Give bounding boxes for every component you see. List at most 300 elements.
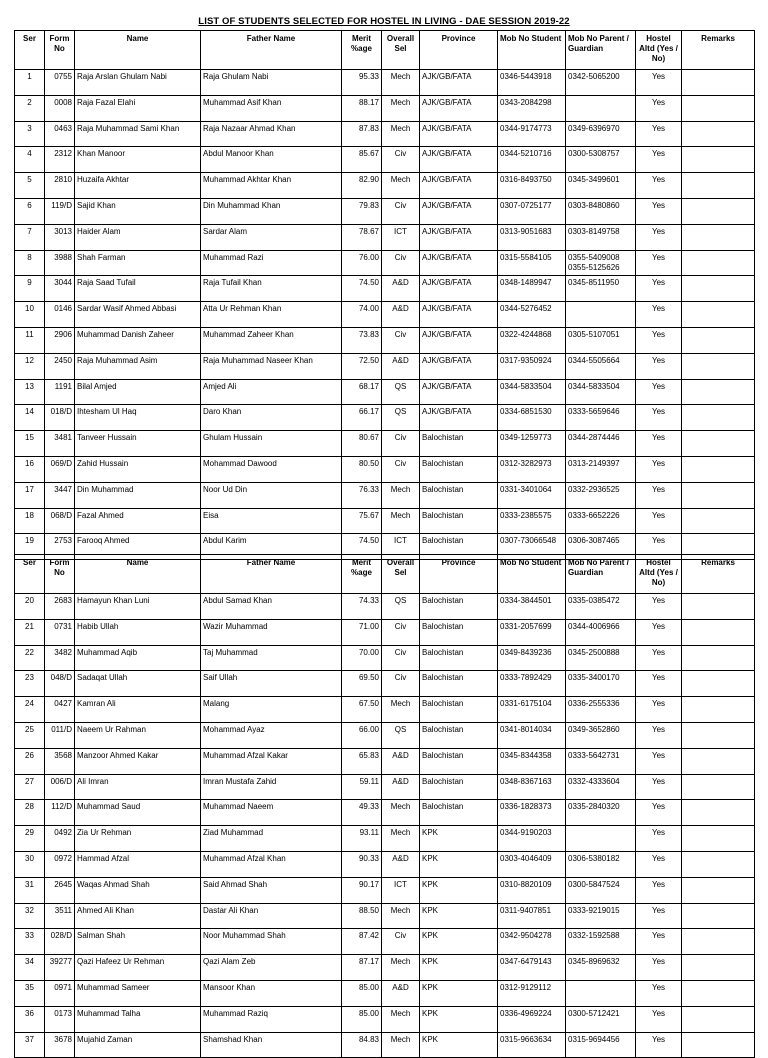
cell-name: Muhammad Danish Zaheer <box>75 327 201 353</box>
table-row <box>15 929 755 955</box>
cell-form-no: 2645 <box>45 877 75 903</box>
cell-remarks <box>682 1032 755 1058</box>
cell-province: KPK <box>420 826 498 852</box>
cell-name: Huzaifa Akhtar <box>75 173 201 199</box>
cell-remarks <box>682 645 755 671</box>
cell-mob-student: 0334-6851530 <box>498 405 566 431</box>
cell-overall-sel: Civ <box>382 929 420 955</box>
cell-province: Balochistan <box>420 671 498 697</box>
cell-province: AJK/GB/FATA <box>420 302 498 328</box>
cell-father-name: Muhammad Afzal Kakar <box>201 748 342 774</box>
cell-remarks <box>682 851 755 877</box>
table-row <box>15 1032 755 1058</box>
cell-remarks <box>682 826 755 852</box>
cell-overall-sel: ICT <box>382 534 420 560</box>
cell-remarks <box>682 405 755 431</box>
cell-name: Fazal Ahmed <box>75 508 201 534</box>
cell-mob-student: 0342-9504278 <box>498 929 566 955</box>
cell-name: Zahid Hussain <box>75 456 201 482</box>
cell-overall-sel: Civ <box>382 645 420 671</box>
cell-overall-sel: Civ <box>382 147 420 173</box>
cell-ser: 11 <box>15 327 45 353</box>
cell-province: Balochistan <box>420 722 498 748</box>
table-row <box>15 353 755 379</box>
cell-form-no: 3988 <box>45 250 75 276</box>
cell-mob-parent: 0315-9694456 <box>566 1032 636 1058</box>
cell-mob-student: 0336-4969224 <box>498 1006 566 1032</box>
cell-hostel: Yes <box>636 748 682 774</box>
cell-form-no: 3447 <box>45 482 75 508</box>
table-row <box>15 302 755 328</box>
cell-form-no: 006/D <box>45 774 75 800</box>
cell-name: Ahmed Ali Khan <box>75 903 201 929</box>
cell-hostel: Yes <box>636 1032 682 1058</box>
cell-mob-student: 0336-1828373 <box>498 800 566 826</box>
cell-remarks <box>682 748 755 774</box>
cell-merit: 80.67 <box>342 431 382 457</box>
cell-mob-parent: 0344-2874446 <box>566 431 636 457</box>
table-row <box>15 671 755 697</box>
cell-province: KPK <box>420 929 498 955</box>
header-ser: Ser <box>15 31 45 70</box>
cell-form-no: 0755 <box>45 70 75 96</box>
header-father-name: Father Name <box>201 31 342 70</box>
cell-father-name: Ziad Muhammad <box>201 826 342 852</box>
cell-name: Tanveer Hussain <box>75 431 201 457</box>
cell-merit: 75.67 <box>342 508 382 534</box>
cell-father-name: Raja Tufail Khan <box>201 276 342 302</box>
cell-remarks <box>682 456 755 482</box>
header-merit: Merit %age <box>342 555 382 594</box>
cell-province: Balochistan <box>420 774 498 800</box>
cell-hostel: Yes <box>636 508 682 534</box>
cell-merit: 73.83 <box>342 327 382 353</box>
cell-father-name: Muhammad Asif Khan <box>201 95 342 121</box>
table-row <box>15 826 755 852</box>
cell-form-no: 018/D <box>45 405 75 431</box>
cell-remarks <box>682 327 755 353</box>
cell-hostel: Yes <box>636 327 682 353</box>
cell-form-no: 2683 <box>45 594 75 620</box>
header-remarks: Remarks <box>682 555 755 594</box>
header-remarks: Remarks <box>682 31 755 70</box>
cell-father-name: Said Ahmad Shah <box>201 877 342 903</box>
cell-name: Waqas Ahmad Shah <box>75 877 201 903</box>
cell-remarks <box>682 594 755 620</box>
cell-hostel: Yes <box>636 250 682 276</box>
header-form-no: Form No <box>45 31 75 70</box>
cell-province: AJK/GB/FATA <box>420 250 498 276</box>
cell-father-name: Ghulam Hussain <box>201 431 342 457</box>
cell-mob-student: 0348-8367163 <box>498 774 566 800</box>
table-row <box>15 619 755 645</box>
cell-province: KPK <box>420 1006 498 1032</box>
cell-province: AJK/GB/FATA <box>420 276 498 302</box>
cell-mob-student: 0348-1489947 <box>498 276 566 302</box>
cell-merit: 65.83 <box>342 748 382 774</box>
cell-ser: 2 <box>15 95 45 121</box>
cell-remarks <box>682 198 755 224</box>
cell-province: AJK/GB/FATA <box>420 95 498 121</box>
cell-form-no: 3511 <box>45 903 75 929</box>
cell-province: KPK <box>420 903 498 929</box>
cell-ser: 29 <box>15 826 45 852</box>
cell-name: Muhammad Sameer <box>75 980 201 1006</box>
cell-remarks <box>682 121 755 147</box>
cell-mob-parent: 0349-6396970 <box>566 121 636 147</box>
cell-mob-student: 0312-3282973 <box>498 456 566 482</box>
cell-remarks <box>682 955 755 981</box>
cell-province: AJK/GB/FATA <box>420 198 498 224</box>
cell-mob-student: 0331-6175104 <box>498 697 566 723</box>
cell-remarks <box>682 173 755 199</box>
cell-form-no: 2906 <box>45 327 75 353</box>
cell-overall-sel: A&D <box>382 276 420 302</box>
cell-mob-parent: 0306-5380182 <box>566 851 636 877</box>
cell-overall-sel: Mech <box>382 121 420 147</box>
cell-mob-student: 0331-2057699 <box>498 619 566 645</box>
cell-father-name: Mohammad Dawood <box>201 456 342 482</box>
students-table-2 <box>14 554 755 1058</box>
cell-mob-parent: 0345-3499601 <box>566 173 636 199</box>
cell-mob-parent: 0335-0385472 <box>566 594 636 620</box>
cell-overall-sel: Mech <box>382 826 420 852</box>
cell-form-no: 3568 <box>45 748 75 774</box>
cell-province: KPK <box>420 955 498 981</box>
cell-name: Shah Farman <box>75 250 201 276</box>
cell-father-name: Qazi Alam Zeb <box>201 955 342 981</box>
cell-hostel: Yes <box>636 877 682 903</box>
cell-ser: 27 <box>15 774 45 800</box>
cell-hostel: Yes <box>636 147 682 173</box>
cell-mob-student: 0307-0725177 <box>498 198 566 224</box>
cell-merit: 59.11 <box>342 774 382 800</box>
cell-name: Habib Ullah <box>75 619 201 645</box>
cell-province: AJK/GB/FATA <box>420 353 498 379</box>
cell-mob-parent: 0349-3652860 <box>566 722 636 748</box>
cell-ser: 23 <box>15 671 45 697</box>
cell-province: Balochistan <box>420 482 498 508</box>
cell-province: AJK/GB/FATA <box>420 327 498 353</box>
cell-ser: 15 <box>15 431 45 457</box>
cell-name: Sajid Khan <box>75 198 201 224</box>
cell-overall-sel: ICT <box>382 224 420 250</box>
cell-form-no: 0971 <box>45 980 75 1006</box>
cell-province: KPK <box>420 877 498 903</box>
table-row <box>15 980 755 1006</box>
cell-mob-student: 0346-5443918 <box>498 70 566 96</box>
cell-mob-parent: 0305-5107051 <box>566 327 636 353</box>
cell-ser: 5 <box>15 173 45 199</box>
cell-father-name: Muhammad Akhtar Khan <box>201 173 342 199</box>
cell-ser: 31 <box>15 877 45 903</box>
cell-ser: 17 <box>15 482 45 508</box>
cell-province: Balochistan <box>420 619 498 645</box>
header-province: Province <box>420 31 498 70</box>
cell-overall-sel: Mech <box>382 1006 420 1032</box>
cell-form-no: 0146 <box>45 302 75 328</box>
cell-father-name: Eisa <box>201 508 342 534</box>
cell-form-no: 39277 <box>45 955 75 981</box>
cell-merit: 70.00 <box>342 645 382 671</box>
table-row <box>15 224 755 250</box>
cell-remarks <box>682 250 755 276</box>
cell-province: AJK/GB/FATA <box>420 147 498 173</box>
cell-name: Hammad Afzal <box>75 851 201 877</box>
cell-remarks <box>682 224 755 250</box>
cell-name: Din Muhammad <box>75 482 201 508</box>
cell-merit: 74.33 <box>342 594 382 620</box>
cell-ser: 4 <box>15 147 45 173</box>
table-row <box>15 645 755 671</box>
cell-merit: 68.17 <box>342 379 382 405</box>
cell-merit: 76.00 <box>342 250 382 276</box>
table-row <box>15 456 755 482</box>
cell-mob-student: 0344-9174773 <box>498 121 566 147</box>
cell-overall-sel: QS <box>382 722 420 748</box>
table-row <box>15 121 755 147</box>
cell-name: Zia Ur Rehman <box>75 826 201 852</box>
cell-province: Balochistan <box>420 697 498 723</box>
cell-form-no: 011/D <box>45 722 75 748</box>
cell-name: Muhammad Saud <box>75 800 201 826</box>
header-merit: Merit %age <box>342 31 382 70</box>
cell-mob-student: 0322-4244868 <box>498 327 566 353</box>
cell-ser: 20 <box>15 594 45 620</box>
cell-remarks <box>682 903 755 929</box>
cell-mob-parent <box>566 980 636 1006</box>
cell-father-name: Muhammad Raziq <box>201 1006 342 1032</box>
cell-form-no: 3482 <box>45 645 75 671</box>
cell-name: Haider Alam <box>75 224 201 250</box>
cell-form-no: 0731 <box>45 619 75 645</box>
cell-province: AJK/GB/FATA <box>420 379 498 405</box>
cell-hostel: Yes <box>636 95 682 121</box>
table-row <box>15 774 755 800</box>
cell-mob-parent: 0306-3087465 <box>566 534 636 560</box>
cell-mob-parent <box>566 95 636 121</box>
cell-father-name: Raja Ghulam Nabi <box>201 70 342 96</box>
table-row <box>15 147 755 173</box>
cell-father-name: Abdul Manoor Khan <box>201 147 342 173</box>
cell-province: AJK/GB/FATA <box>420 121 498 147</box>
cell-name: Raja Fazal Elahi <box>75 95 201 121</box>
header-name: Name <box>75 31 201 70</box>
cell-remarks <box>682 147 755 173</box>
cell-merit: 84.83 <box>342 1032 382 1058</box>
cell-name: Mujahid Zaman <box>75 1032 201 1058</box>
table-row <box>15 431 755 457</box>
cell-name: Ihtesham Ul Haq <box>75 405 201 431</box>
cell-form-no: 112/D <box>45 800 75 826</box>
cell-mob-student: 0315-9663634 <box>498 1032 566 1058</box>
table-row <box>15 508 755 534</box>
cell-form-no: 0492 <box>45 826 75 852</box>
cell-name: Khan Manoor <box>75 147 201 173</box>
cell-ser: 34 <box>15 955 45 981</box>
cell-province: KPK <box>420 851 498 877</box>
cell-mob-parent: 0342-5065200 <box>566 70 636 96</box>
students-table-1 <box>14 30 755 560</box>
cell-hostel: Yes <box>636 173 682 199</box>
header-mob-parent: Mob No Parent / Guardian <box>566 555 636 594</box>
cell-overall-sel: Civ <box>382 671 420 697</box>
cell-ser: 24 <box>15 697 45 723</box>
cell-form-no: 068/D <box>45 508 75 534</box>
cell-name: Sardar Wasif Ahmed Abbasi <box>75 302 201 328</box>
cell-mob-parent: 0333-9219015 <box>566 903 636 929</box>
cell-name: Muhammad Talha <box>75 1006 201 1032</box>
cell-hostel: Yes <box>636 405 682 431</box>
header-province: Province <box>420 555 498 594</box>
cell-form-no: 2753 <box>45 534 75 560</box>
cell-ser: 32 <box>15 903 45 929</box>
cell-form-no: 028/D <box>45 929 75 955</box>
table-row <box>15 955 755 981</box>
cell-hostel: Yes <box>636 456 682 482</box>
cell-overall-sel: A&D <box>382 851 420 877</box>
cell-province: AJK/GB/FATA <box>420 224 498 250</box>
table-row <box>15 1006 755 1032</box>
cell-ser: 19 <box>15 534 45 560</box>
cell-mob-student: 0334-3844501 <box>498 594 566 620</box>
cell-overall-sel: QS <box>382 379 420 405</box>
header-mob-student: Mob No Student <box>498 555 566 594</box>
cell-province: KPK <box>420 1032 498 1058</box>
cell-overall-sel: A&D <box>382 748 420 774</box>
cell-mob-student: 0331-3401064 <box>498 482 566 508</box>
cell-mob-parent: 0303-8149758 <box>566 224 636 250</box>
table-row <box>15 722 755 748</box>
cell-form-no: 2450 <box>45 353 75 379</box>
header-mob-parent: Mob No Parent / Guardian <box>566 31 636 70</box>
cell-hostel: Yes <box>636 903 682 929</box>
cell-name: Naeem Ur Rahman <box>75 722 201 748</box>
table-row <box>15 379 755 405</box>
cell-ser: 30 <box>15 851 45 877</box>
cell-overall-sel: Mech <box>382 903 420 929</box>
cell-province: Balochistan <box>420 800 498 826</box>
cell-mob-parent: 0335-2840320 <box>566 800 636 826</box>
cell-mob-parent: 0333-6652226 <box>566 508 636 534</box>
cell-mob-parent: 0333-5642731 <box>566 748 636 774</box>
cell-province: Balochistan <box>420 508 498 534</box>
cell-form-no: 3044 <box>45 276 75 302</box>
cell-name: Farooq Ahmed <box>75 534 201 560</box>
cell-mob-parent: 0332-2936525 <box>566 482 636 508</box>
cell-father-name: Raja Muhammad Naseer Khan <box>201 353 342 379</box>
cell-father-name: Wazir Muhammad <box>201 619 342 645</box>
cell-mob-student: 0343-2084298 <box>498 95 566 121</box>
cell-ser: 28 <box>15 800 45 826</box>
cell-name: Raja Muhammad Asim <box>75 353 201 379</box>
cell-mob-student: 0313-9051683 <box>498 224 566 250</box>
table-row <box>15 250 755 276</box>
cell-mob-parent <box>566 826 636 852</box>
cell-remarks <box>682 722 755 748</box>
cell-form-no: 3013 <box>45 224 75 250</box>
header-hostel: Hostel Altd (Yes / No) <box>636 555 682 594</box>
cell-hostel: Yes <box>636 774 682 800</box>
cell-hostel: Yes <box>636 431 682 457</box>
cell-overall-sel: Mech <box>382 95 420 121</box>
cell-merit: 88.50 <box>342 903 382 929</box>
table-row <box>15 276 755 302</box>
cell-hostel: Yes <box>636 929 682 955</box>
table-row <box>15 697 755 723</box>
cell-merit: 87.17 <box>342 955 382 981</box>
header-overall-sel: Overall Sel <box>382 31 420 70</box>
cell-hostel: Yes <box>636 353 682 379</box>
cell-hostel: Yes <box>636 645 682 671</box>
cell-ser: 33 <box>15 929 45 955</box>
cell-father-name: Din Muhammad Khan <box>201 198 342 224</box>
cell-mob-parent: 0333-5659646 <box>566 405 636 431</box>
table-row <box>15 748 755 774</box>
cell-province: KPK <box>420 980 498 1006</box>
cell-mob-student: 0315-5584105 <box>498 250 566 276</box>
cell-overall-sel: A&D <box>382 353 420 379</box>
cell-merit: 71.00 <box>342 619 382 645</box>
cell-mob-parent: 0335-3400170 <box>566 671 636 697</box>
cell-province: Balochistan <box>420 748 498 774</box>
cell-hostel: Yes <box>636 276 682 302</box>
cell-overall-sel: Mech <box>382 482 420 508</box>
cell-hostel: Yes <box>636 379 682 405</box>
cell-mob-student: 0349-1259773 <box>498 431 566 457</box>
cell-hostel: Yes <box>636 482 682 508</box>
cell-hostel: Yes <box>636 224 682 250</box>
cell-mob-student: 0333-7892429 <box>498 671 566 697</box>
cell-mob-student: 0317-9350924 <box>498 353 566 379</box>
cell-remarks <box>682 508 755 534</box>
cell-ser: 37 <box>15 1032 45 1058</box>
cell-ser: 35 <box>15 980 45 1006</box>
cell-mob-student: 0307-73066548 <box>498 534 566 560</box>
cell-form-no: 069/D <box>45 456 75 482</box>
cell-province: Balochistan <box>420 431 498 457</box>
cell-overall-sel: Civ <box>382 198 420 224</box>
cell-merit: 49.33 <box>342 800 382 826</box>
cell-name: Manzoor Ahmed Kakar <box>75 748 201 774</box>
cell-name: Hamayun Khan Luni <box>75 594 201 620</box>
cell-ser: 14 <box>15 405 45 431</box>
cell-merit: 78.67 <box>342 224 382 250</box>
cell-merit: 79.83 <box>342 198 382 224</box>
table-row <box>15 95 755 121</box>
header-name: Name <box>75 555 201 594</box>
cell-form-no: 1191 <box>45 379 75 405</box>
cell-hostel: Yes <box>636 534 682 560</box>
cell-remarks <box>682 619 755 645</box>
header-mob-student: Mob No Student <box>498 31 566 70</box>
cell-name: Muhammad Aqib <box>75 645 201 671</box>
table-row <box>15 70 755 96</box>
header-father-name: Father Name <box>201 555 342 594</box>
cell-merit: 72.50 <box>342 353 382 379</box>
table-header-row <box>15 31 755 70</box>
cell-father-name: Imran Mustafa Zahid <box>201 774 342 800</box>
cell-overall-sel: Civ <box>382 327 420 353</box>
cell-ser: 25 <box>15 722 45 748</box>
cell-mob-parent: 0344-5505664 <box>566 353 636 379</box>
cell-merit: 82.90 <box>342 173 382 199</box>
table-row <box>15 800 755 826</box>
cell-mob-parent: 0355-5409008 0355-5125626 <box>566 250 636 276</box>
cell-merit: 74.50 <box>342 276 382 302</box>
cell-hostel: Yes <box>636 121 682 147</box>
header-form-no: Form No <box>45 555 75 594</box>
